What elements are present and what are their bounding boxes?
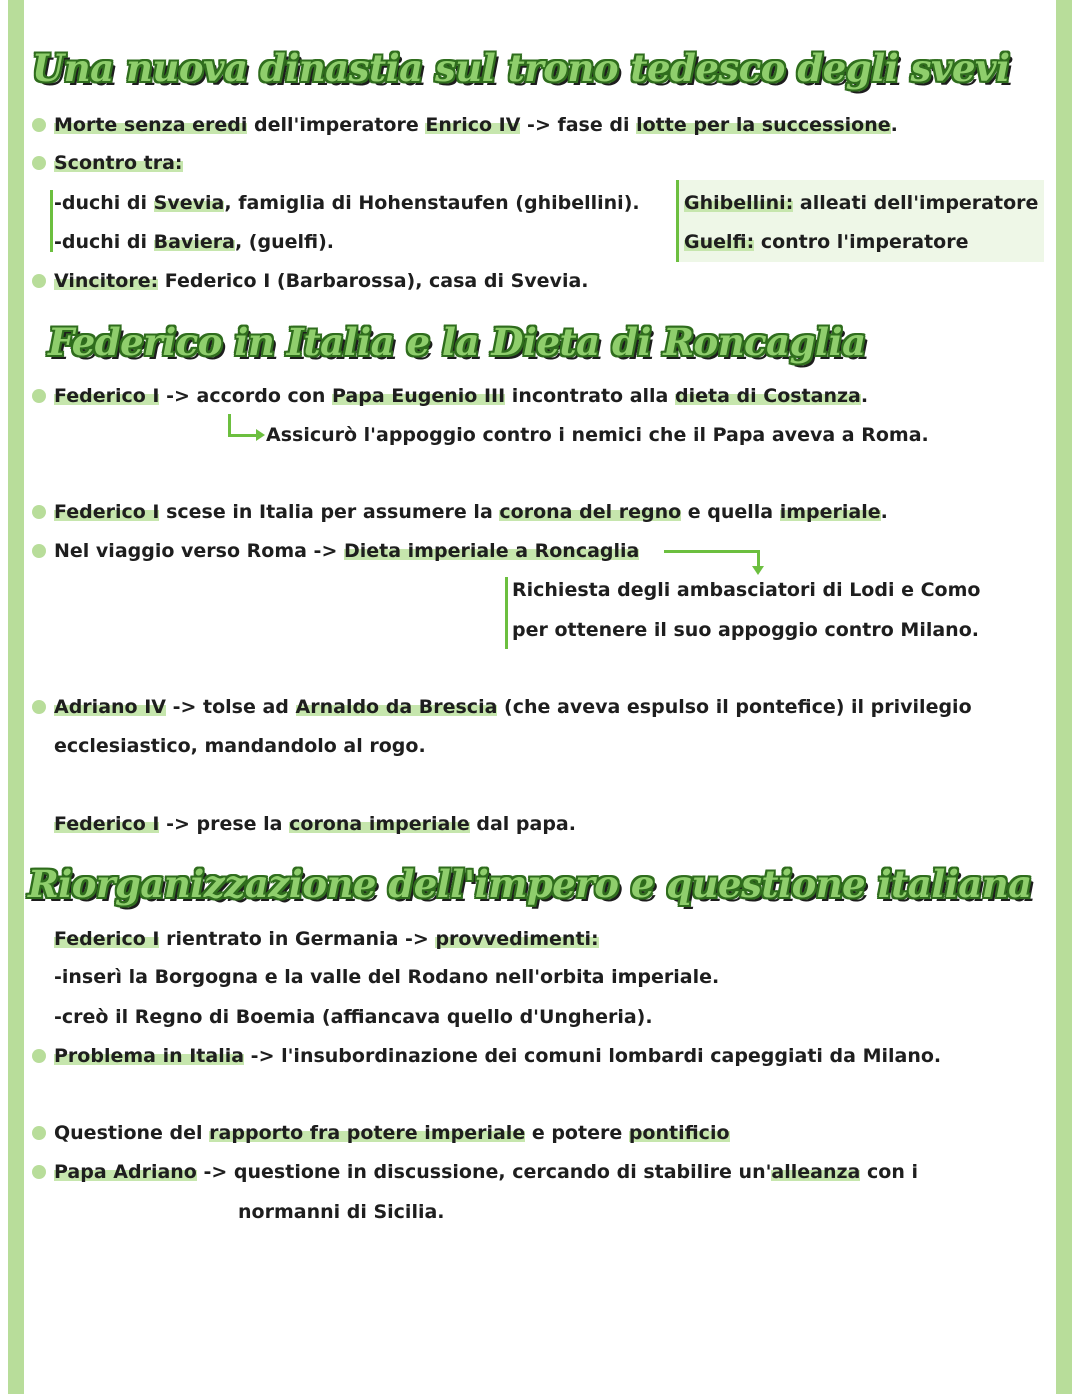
heading-roncaglia: Federico in Italia e la Dieta di Roncaglia: [48, 320, 866, 364]
bullet-icon: [32, 544, 46, 558]
note-line: Adriano IV -> tolse ad Arnaldo da Brescia (che aveva espulso il pontefice) il privilegio: [54, 696, 972, 718]
bullet-icon: [32, 700, 46, 714]
page-border-left: [8, 0, 24, 1394]
bracket-line: [505, 577, 508, 649]
bullet-icon: [32, 389, 46, 403]
bullet-icon: [32, 118, 46, 132]
note-line: Assicurò l'appoggio contro i nemici che il Papa aveva a Roma.: [266, 424, 929, 446]
note-line: Federico I scese in Italia per assumere la corona del regno e quella imperiale.: [54, 501, 888, 523]
side-note-bar: [676, 180, 679, 262]
note-line: Nel viaggio verso Roma -> Dieta imperiale a Roncaglia: [54, 540, 640, 562]
arrow-line: [664, 550, 760, 553]
note-line: -creò il Regno di Boemia (affiancava quello d'Ungheria).: [54, 1006, 653, 1028]
side-note-guelfi: Guelfi: contro l'imperatore: [684, 231, 969, 253]
bullet-icon: [32, 274, 46, 288]
heading-riorganizzazione: Riorganizzazione dell'impero e questione italiana: [28, 862, 1032, 906]
bullet-icon: [32, 1126, 46, 1140]
note-line: Richiesta degli ambasciatori di Lodi e Como: [512, 579, 981, 601]
note-line: -inserì la Borgogna e la valle del Rodano nell'orbita imperiale.: [54, 966, 720, 988]
note-line: per ottenere il suo appoggio contro Milano.: [512, 619, 979, 641]
arrow-line: [228, 434, 258, 437]
bullet-icon: [32, 156, 46, 170]
note-line: Federico I -> prese la corona imperiale dal papa.: [54, 813, 576, 835]
note-line: Problema in Italia -> l'insubordinazione dei comuni lombardi capeggiati da Milano.: [54, 1045, 942, 1067]
note-line: ecclesiastico, mandandolo al rogo.: [54, 735, 426, 757]
side-note-ghibellini: Ghibellini: alleati dell'imperatore: [684, 192, 1039, 214]
note-line: -duchi di Svevia, famiglia di Hohenstaufen (ghibellini).: [54, 192, 640, 214]
note-line: Vincitore: Federico I (Barbarossa), casa di Svevia.: [54, 270, 589, 292]
note-line: Scontro tra:: [54, 152, 183, 174]
note-line: -duchi di Baviera, (guelfi).: [54, 231, 334, 253]
arrow-line: [228, 414, 231, 436]
bullet-icon: [32, 1165, 46, 1179]
arrow-right-icon: [256, 429, 265, 441]
arrow-down-icon: [752, 566, 764, 575]
note-line: Papa Adriano -> questione in discussione, cercando di stabilire un'alleanza con i: [54, 1161, 918, 1183]
note-line: Morte senza eredi dell'imperatore Enrico IV -> fase di lotte per la successione.: [54, 114, 898, 136]
page-border-right: [1056, 0, 1072, 1394]
note-line: Questione del rapporto fra potere imperiale e potere pontificio: [54, 1122, 730, 1144]
heading-svevi: Una nuova dinastia sul trono tedesco degli svevi: [32, 46, 1010, 90]
note-line: Federico I -> accordo con Papa Eugenio III incontrato alla dieta di Costanza.: [54, 385, 869, 407]
note-line: normanni di Sicilia.: [238, 1201, 445, 1223]
bracket-line: [50, 190, 53, 252]
bullet-icon: [32, 1049, 46, 1063]
bullet-icon: [32, 505, 46, 519]
note-line: Federico I rientrato in Germania -> provvedimenti:: [54, 928, 599, 950]
